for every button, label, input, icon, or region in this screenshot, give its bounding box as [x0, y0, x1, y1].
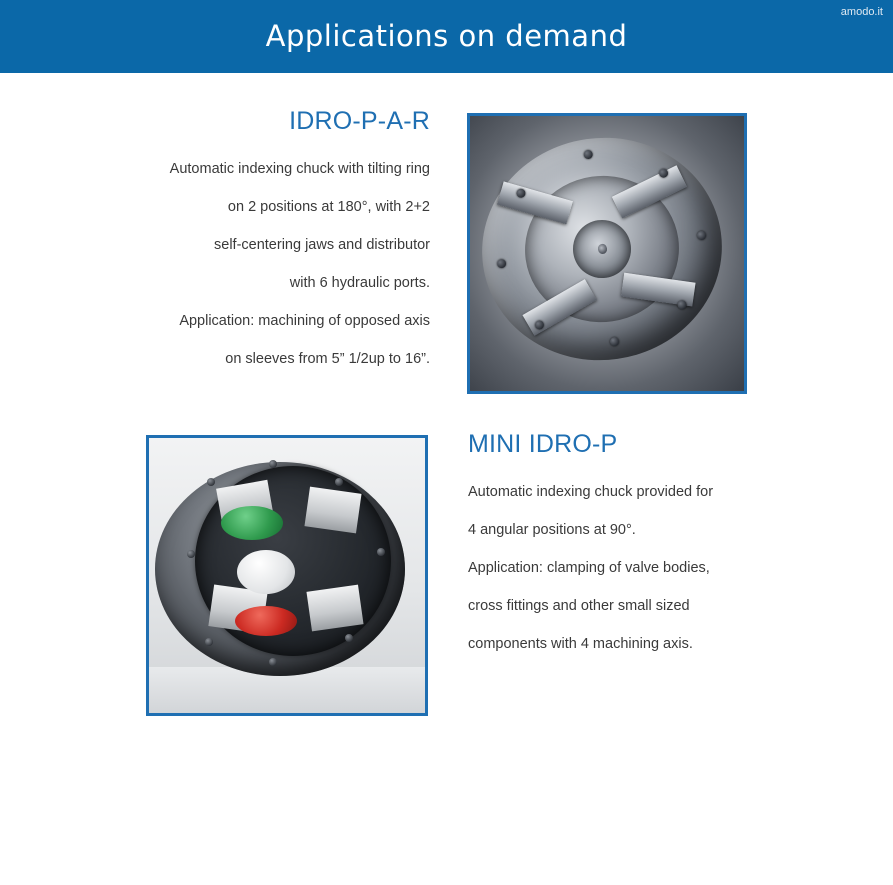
section-idro-p-a-r-title: IDRO-P-A-R	[289, 107, 430, 135]
mini-chuck-jaw-pad	[304, 487, 361, 534]
mini-chuck-bolt	[345, 634, 353, 642]
image-mini-idro-p	[146, 435, 428, 716]
section-mini-idro-p-line-5: components with 4 machining axis.	[468, 635, 693, 652]
red-workpiece	[235, 606, 297, 636]
mini-chuck-photo-illustration	[149, 438, 425, 713]
mini-chuck-jaw-pad	[306, 585, 363, 632]
section-idro-p-a-r-line-5: Application: machining of opposed axis	[179, 312, 430, 329]
mini-chuck-bolt	[269, 460, 277, 468]
section-idro-p-a-r-line-6: on sleeves from 5” 1/2up to 16”.	[225, 350, 430, 367]
section-mini-idro-p-line-3: Application: clamping of valve bodies,	[468, 559, 710, 576]
section-idro-p-a-r-line-2: on 2 positions at 180°, with 2+2	[227, 198, 430, 215]
white-workpiece	[237, 550, 295, 594]
mini-chuck-bolt	[335, 478, 343, 486]
section-mini-idro-p	[0, 73, 893, 733]
mini-chuck-bolt	[377, 548, 385, 556]
section-mini-idro-p-line-4: cross fittings and other small sized	[468, 597, 690, 614]
mini-chuck-bolt	[187, 550, 195, 558]
page-title: Applications on demand	[265, 19, 628, 53]
section-mini-idro-p-line-1: Automatic indexing chuck provided for	[468, 483, 714, 500]
brand-label: amodo.it	[840, 6, 883, 18]
mini-chuck-bolt	[205, 638, 213, 646]
section-idro-p-a-r-line-3: self-centering jaws and distributor	[214, 236, 430, 253]
green-workpiece	[221, 506, 283, 540]
section-mini-idro-p-title: MINI IDRO-P	[468, 430, 618, 458]
mini-chuck-bolt	[269, 658, 277, 666]
page-header	[0, 0, 893, 73]
mini-chuck-bolt	[207, 478, 215, 486]
section-mini-idro-p-text-column	[468, 431, 768, 663]
section-idro-p-a-r-line-4: with 6 hydraulic ports.	[289, 274, 430, 291]
section-mini-idro-p-line-2: 4 angular positions at 90°.	[468, 521, 636, 538]
section-idro-p-a-r-line-1: Automatic indexing chuck with tilting ring	[169, 160, 430, 177]
